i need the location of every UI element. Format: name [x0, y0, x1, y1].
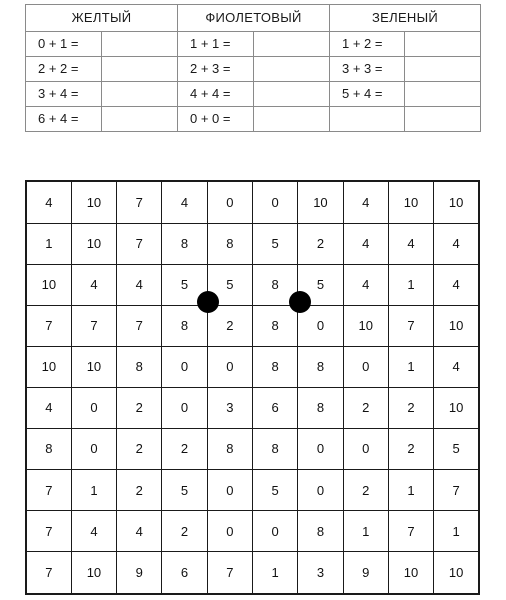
- grid-cell[interactable]: 10: [343, 305, 388, 346]
- grid-cell[interactable]: 0: [207, 470, 252, 511]
- grid-cell[interactable]: 10: [388, 552, 433, 594]
- grid-cell[interactable]: 4: [343, 223, 388, 264]
- violet-expression: 4 + 4 =: [178, 82, 254, 107]
- grid-cell[interactable]: 4: [26, 181, 71, 223]
- grid-cell[interactable]: 7: [26, 511, 71, 552]
- grid-cell[interactable]: 1: [388, 346, 433, 387]
- grid-cell[interactable]: 0: [343, 346, 388, 387]
- grid-cell[interactable]: 7: [117, 305, 162, 346]
- grid-cell[interactable]: 1: [388, 470, 433, 511]
- exercise-row: [26, 107, 481, 132]
- green-expression: 1 + 2 =: [330, 32, 405, 57]
- grid-cell[interactable]: 2: [162, 511, 207, 552]
- violet-answer-cell[interactable]: [254, 57, 330, 82]
- grid-cell[interactable]: 5: [162, 470, 207, 511]
- grid-cell[interactable]: 0: [207, 346, 252, 387]
- grid-cell[interactable]: 7: [26, 552, 71, 594]
- grid-cell[interactable]: 0: [298, 428, 343, 469]
- grid-row: [26, 181, 479, 223]
- number-grid-area: [25, 180, 480, 595]
- grid-cell[interactable]: 4: [117, 511, 162, 552]
- grid-cell[interactable]: 0: [298, 470, 343, 511]
- green-answer-cell[interactable]: [405, 32, 481, 57]
- yellow-answer-cell[interactable]: [102, 57, 178, 82]
- grid-cell[interactable]: 8: [298, 511, 343, 552]
- yellow-answer-cell[interactable]: [102, 107, 178, 132]
- grid-cell[interactable]: 4: [343, 264, 388, 305]
- grid-cell[interactable]: 6: [162, 552, 207, 594]
- grid-cell[interactable]: 0: [162, 346, 207, 387]
- grid-row: [26, 387, 479, 428]
- grid-cell[interactable]: 7: [71, 305, 116, 346]
- grid-cell[interactable]: 10: [71, 552, 116, 594]
- grid-cell[interactable]: 0: [71, 428, 116, 469]
- grid-cell[interactable]: 0: [71, 387, 116, 428]
- grid-row: [26, 264, 479, 305]
- grid-row: [26, 223, 479, 264]
- grid-cell[interactable]: 4: [434, 264, 479, 305]
- grid-cell[interactable]: 0: [207, 181, 252, 223]
- grid-row: [26, 552, 479, 594]
- grid-cell[interactable]: 2: [207, 305, 252, 346]
- grid-cell[interactable]: 8: [162, 305, 207, 346]
- grid-cell[interactable]: 4: [434, 223, 479, 264]
- grid-cell[interactable]: 8: [298, 387, 343, 428]
- grid-cell[interactable]: 4: [117, 264, 162, 305]
- grid-cell[interactable]: 8: [252, 305, 297, 346]
- grid-cell[interactable]: 10: [434, 181, 479, 223]
- exercise-row: [26, 82, 481, 107]
- grid-cell[interactable]: 5: [252, 470, 297, 511]
- exercise-row: [26, 32, 481, 57]
- green-answer-cell[interactable]: [405, 82, 481, 107]
- grid-cell[interactable]: 10: [71, 181, 116, 223]
- grid-cell[interactable]: 0: [207, 511, 252, 552]
- grid-cell[interactable]: 2: [343, 387, 388, 428]
- yellow-answer-cell[interactable]: [102, 82, 178, 107]
- grid-cell[interactable]: 8: [162, 223, 207, 264]
- grid-cell[interactable]: 6: [252, 387, 297, 428]
- grid-cell[interactable]: 4: [162, 181, 207, 223]
- grid-cell[interactable]: 1: [26, 223, 71, 264]
- violet-expression: 1 + 1 =: [178, 32, 254, 57]
- grid-cell[interactable]: 7: [26, 305, 71, 346]
- grid-cell[interactable]: 8: [26, 428, 71, 469]
- grid-cell[interactable]: 2: [343, 470, 388, 511]
- grid-cell[interactable]: 8: [252, 346, 297, 387]
- grid-cell[interactable]: 4: [388, 223, 433, 264]
- yellow-answer-cell[interactable]: [102, 32, 178, 57]
- grid-cell[interactable]: 4: [71, 511, 116, 552]
- grid-cell[interactable]: 10: [71, 346, 116, 387]
- grid-cell[interactable]: 8: [252, 428, 297, 469]
- violet-expression: 2 + 3 =: [178, 57, 254, 82]
- yellow-expression: 6 + 4 =: [26, 107, 102, 132]
- violet-answer-cell[interactable]: [254, 107, 330, 132]
- grid-cell[interactable]: 7: [434, 470, 479, 511]
- grid-row: [26, 511, 479, 552]
- grid-cell[interactable]: 3: [207, 387, 252, 428]
- exercise-row: [26, 57, 481, 82]
- header-violet: ФИОЛЕТОВЫЙ: [178, 5, 330, 32]
- yellow-expression: 0 + 1 =: [26, 32, 102, 57]
- grid-cell[interactable]: 4: [343, 181, 388, 223]
- grid-cell[interactable]: 8: [207, 428, 252, 469]
- grid-cell[interactable]: 9: [343, 552, 388, 594]
- grid-cell[interactable]: 7: [117, 181, 162, 223]
- number-grid: [25, 180, 480, 595]
- grid-cell[interactable]: 4: [26, 387, 71, 428]
- eye-dot-left: [197, 291, 219, 313]
- grid-cell[interactable]: 2: [117, 470, 162, 511]
- color-exercise-table: [25, 4, 481, 132]
- grid-cell[interactable]: 8: [207, 223, 252, 264]
- grid-cell[interactable]: 8: [298, 346, 343, 387]
- grid-cell[interactable]: 7: [388, 305, 433, 346]
- grid-cell[interactable]: 4: [434, 346, 479, 387]
- grid-cell[interactable]: 2: [298, 223, 343, 264]
- grid-cell[interactable]: 10: [26, 346, 71, 387]
- grid-cell[interactable]: 9: [117, 552, 162, 594]
- violet-expression: 0 + 0 =: [178, 107, 254, 132]
- yellow-expression: 2 + 2 =: [26, 57, 102, 82]
- grid-cell[interactable]: 8: [252, 264, 297, 305]
- grid-cell[interactable]: 1: [343, 511, 388, 552]
- grid-cell[interactable]: 7: [117, 223, 162, 264]
- header-green: ЗЕЛЕНЫЙ: [330, 5, 481, 32]
- grid-cell[interactable]: 10: [434, 305, 479, 346]
- green-expression: 3 + 3 =: [330, 57, 405, 82]
- green-expression: 5 + 4 =: [330, 82, 405, 107]
- violet-answer-cell[interactable]: [254, 82, 330, 107]
- header-yellow: ЖЕЛТЫЙ: [26, 5, 178, 32]
- grid-cell[interactable]: 10: [71, 223, 116, 264]
- grid-cell[interactable]: 2: [388, 428, 433, 469]
- grid-cell[interactable]: 0: [252, 511, 297, 552]
- grid-cell[interactable]: 5: [434, 428, 479, 469]
- grid-cell[interactable]: 2: [388, 387, 433, 428]
- grid-cell[interactable]: 5: [207, 264, 252, 305]
- grid-cell[interactable]: 1: [252, 552, 297, 594]
- grid-cell[interactable]: 2: [117, 428, 162, 469]
- green-expression: [330, 107, 405, 132]
- grid-cell[interactable]: 7: [207, 552, 252, 594]
- grid-cell[interactable]: 1: [434, 511, 479, 552]
- grid-cell[interactable]: 4: [71, 264, 116, 305]
- grid-cell[interactable]: 7: [388, 511, 433, 552]
- grid-row: [26, 470, 479, 511]
- grid-row: [26, 428, 479, 469]
- grid-cell[interactable]: 7: [26, 470, 71, 511]
- grid-cell[interactable]: 0: [298, 305, 343, 346]
- grid-cell[interactable]: 5: [252, 223, 297, 264]
- grid-cell[interactable]: 3: [298, 552, 343, 594]
- grid-cell[interactable]: 0: [343, 428, 388, 469]
- grid-cell[interactable]: 1: [388, 264, 433, 305]
- grid-cell[interactable]: 0: [252, 181, 297, 223]
- grid-cell[interactable]: 5: [162, 264, 207, 305]
- grid-cell[interactable]: 0: [162, 387, 207, 428]
- grid-cell[interactable]: 2: [162, 428, 207, 469]
- grid-cell[interactable]: 10: [298, 181, 343, 223]
- green-answer-cell[interactable]: [405, 107, 481, 132]
- grid-cell[interactable]: 8: [117, 346, 162, 387]
- grid-cell[interactable]: 10: [434, 552, 479, 594]
- grid-row: [26, 346, 479, 387]
- eye-dot-right: [289, 291, 311, 313]
- grid-cell[interactable]: 10: [26, 264, 71, 305]
- grid-cell[interactable]: 5: [298, 264, 343, 305]
- grid-cell[interactable]: 2: [117, 387, 162, 428]
- violet-answer-cell[interactable]: [254, 32, 330, 57]
- green-answer-cell[interactable]: [405, 57, 481, 82]
- grid-row: [26, 305, 479, 346]
- grid-cell[interactable]: 10: [434, 387, 479, 428]
- grid-cell[interactable]: 10: [388, 181, 433, 223]
- grid-cell[interactable]: 1: [71, 470, 116, 511]
- exercise-table-header-row: [26, 5, 481, 32]
- yellow-expression: 3 + 4 =: [26, 82, 102, 107]
